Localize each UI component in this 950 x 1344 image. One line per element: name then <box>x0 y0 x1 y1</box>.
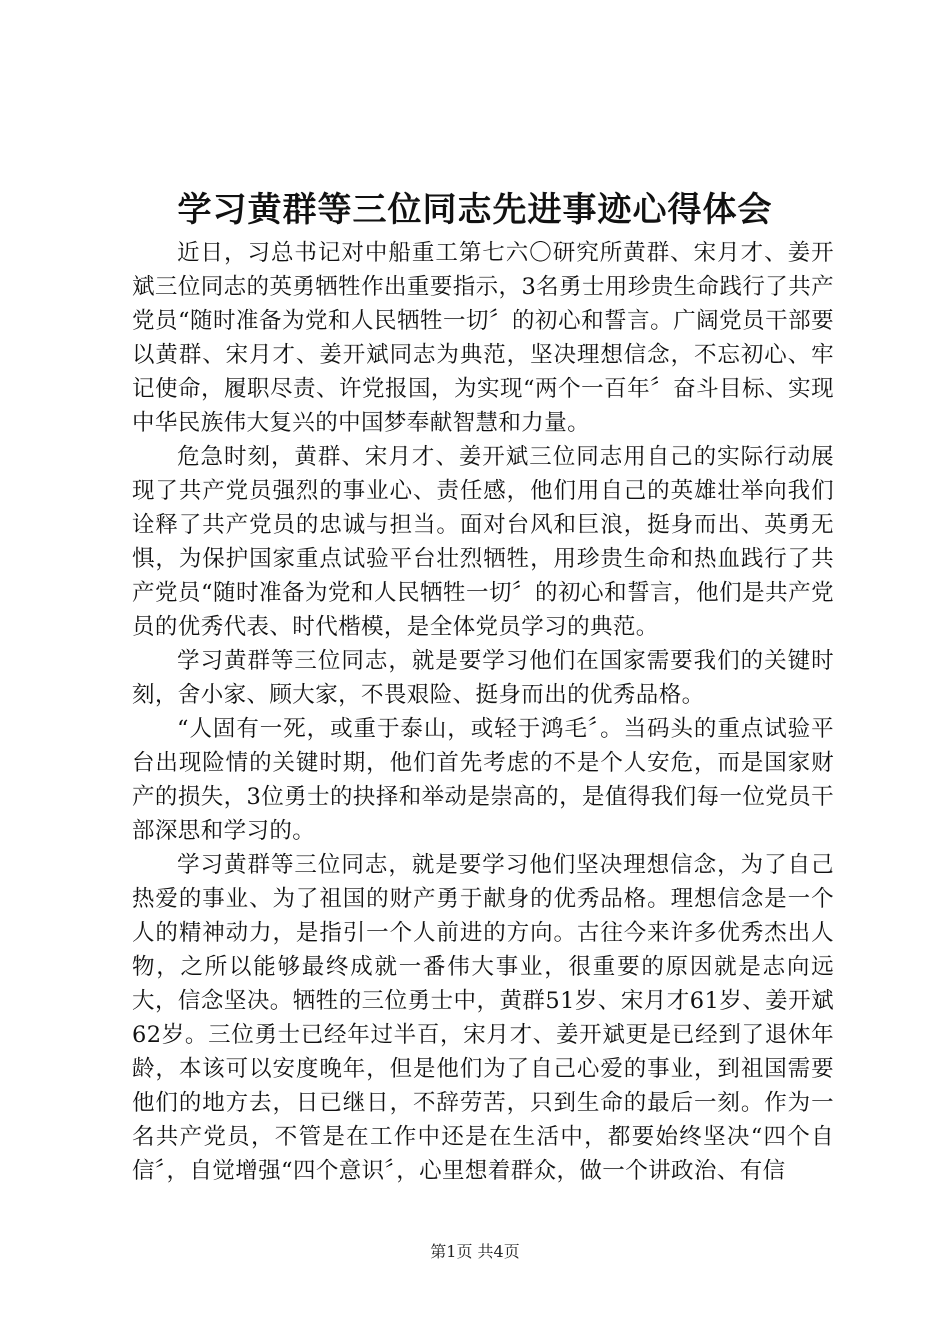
paragraph-2: 危急时刻，黄群、宋月才、姜开斌三位同志用自己的实际行动展现了共产党员强烈的事业心、责任感，他们用自己的英雄壮举向我们诠释了共产党员的忠诚与担当。面对台风和巨浪，挺身而出、英勇无惧，为保护国家重点试验平台壮烈牺牲，用珍贵生命和热血践行了共产党员“随时准备为党和人民牺牲一切〞的初心和誓言，他们是共产党员的优秀代表、时代楷模，是全体党员学习的典范。 <box>132 444 834 640</box>
document-title: 学习黄群等三位同志先进事迹心得体会 <box>177 190 773 230</box>
page-number: 第1页 <box>430 1242 473 1261</box>
document-body <box>132 236 834 1188</box>
paragraph-4: “人固有一死，或重于泰山，或轻于鸿毛〞。当码头的重点试验平台出现险情的关键时期，他们首先考虑的不是个人安危，而是国家财产的损失，3位勇士的抉择和举动是崇高的，是值得我们每一位党员干部深思和学习的。 <box>132 716 834 844</box>
total-pages: 共4页 <box>477 1242 520 1261</box>
paragraph-3: 学习黄群等三位同志，就是要学习他们在国家需要我们的关键时刻，舍小家、顾大家，不畏艰险、挺身而出的优秀品格。 <box>132 648 834 708</box>
page-footer <box>0 1240 950 1264</box>
paragraph-5: 学习黄群等三位同志，就是要学习他们坚决理想信念，为了自己热爱的事业、为了祖国的财产勇于献身的优秀品格。理想信念是一个人的精神动力，是指引一个人前进的方向。古往今来许多优秀杰出人物，之所以能够最终成就一番伟大事业，很重要的原因就是志向远大，信念坚决。牺牲的三位勇士中，黄群51岁、宋月才61岁、姜开斌62岁。三位勇士已经年过半百，宋月才、姜开斌更是已经到了退休年龄，本该可以安度晚年，但是他们为了自己心爱的事业，到祖国需要他们的地方去，日已继日，不辞劳苦，只到生命的最后一刻。作为一名共产党员，不管是在工作中还是在生活中，都要始终坚决“四个自信〞，自觉增强“四个意识〞，心里想着群众，做一个讲政治、有信 <box>132 852 834 1184</box>
paragraph-1: 近日，习总书记对中船重工第七六〇研究所黄群、宋月才、姜开斌三位同志的英勇牺牲作出重要指示，3名勇士用珍贵生命践行了共产党员“随时准备为党和人民牺牲一切〞的初心和誓言。广阔党员干部要以黄群、宋月才、姜开斌同志为典范，坚决理想信念，不忘初心、牢记使命，履职尽责、许党报国，为实现“两个一百年〞奋斗目标、实现中华民族伟大复兴的中国梦奉献智慧和力量。 <box>132 240 834 436</box>
